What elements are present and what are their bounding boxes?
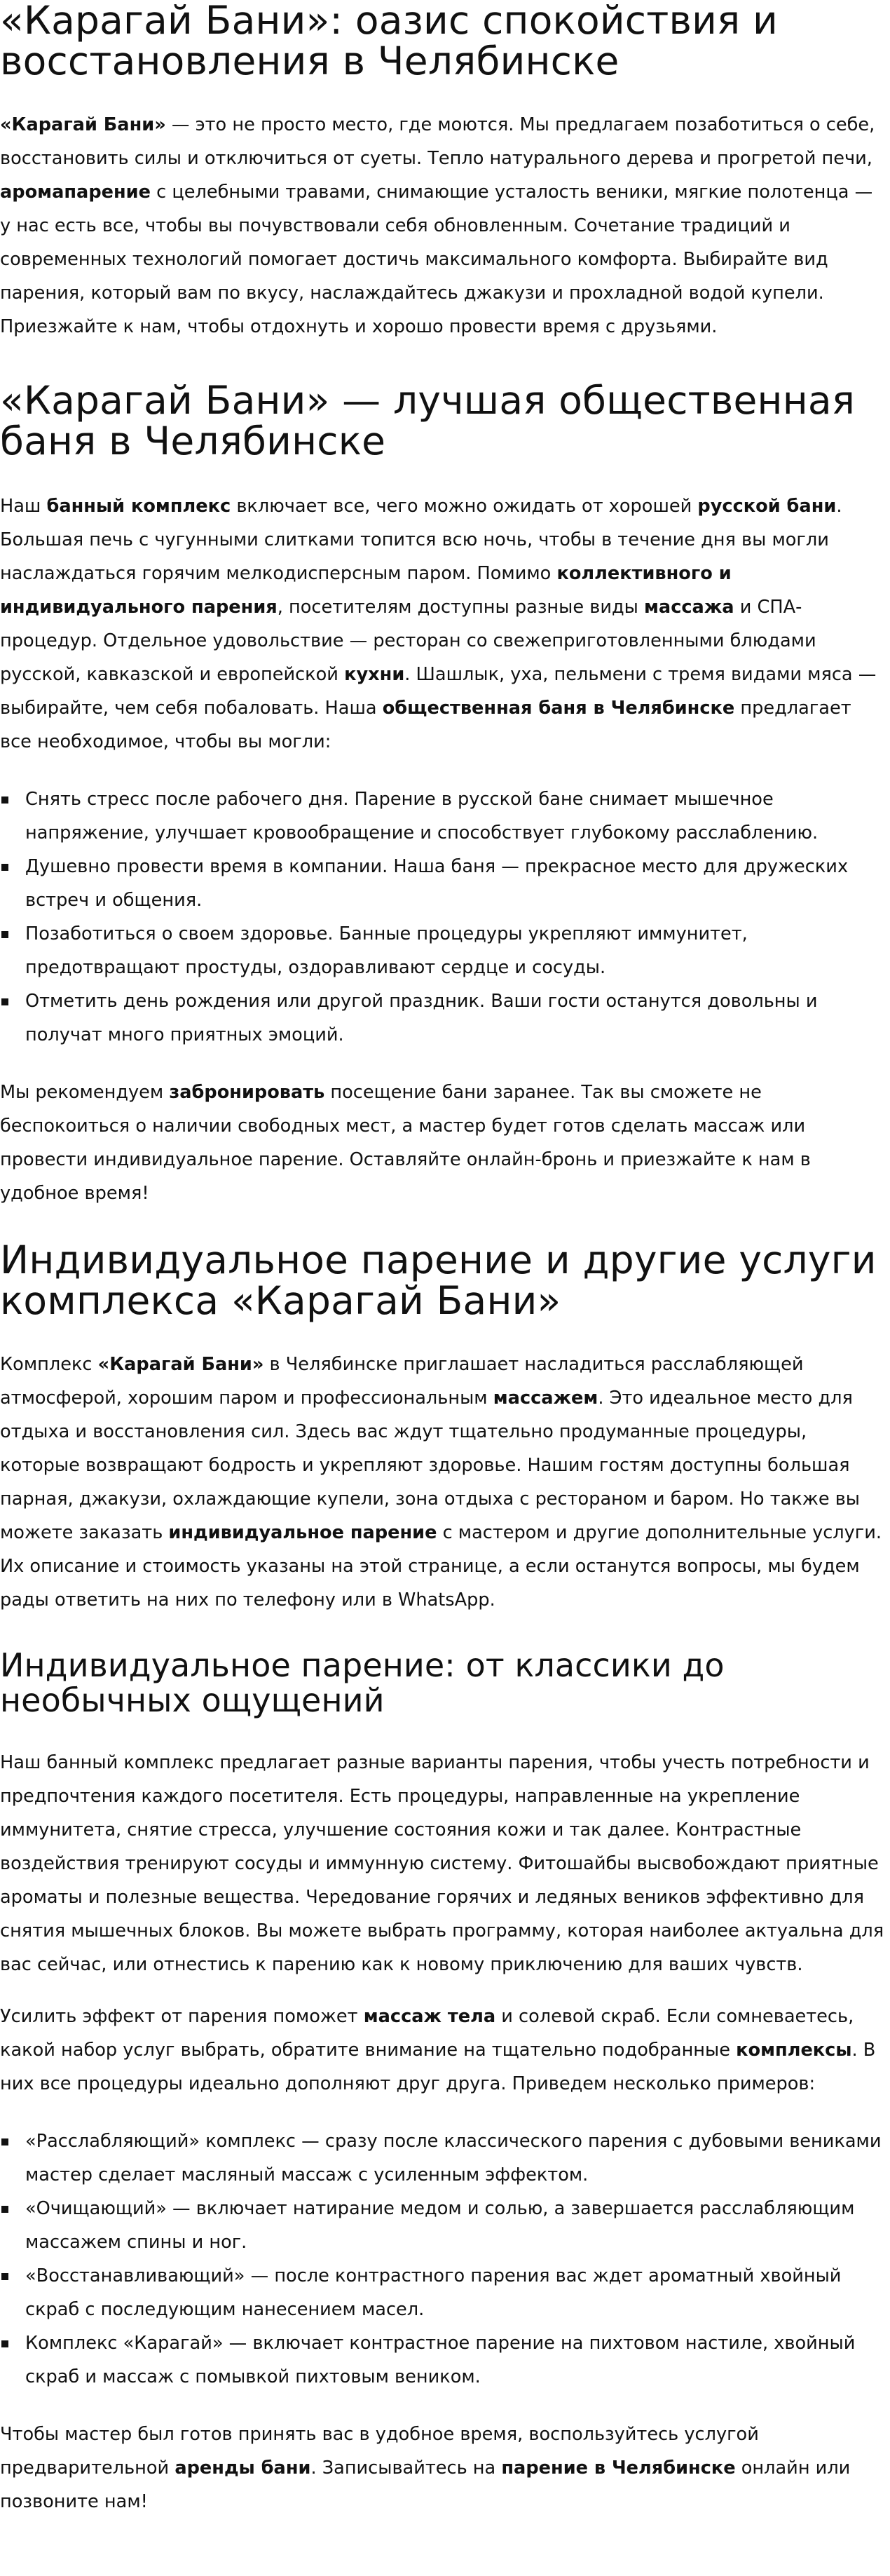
text-run: . В них все процедуры идеально дополняют друг друга. Приведем несколько примеров: <box>0 2040 876 2094</box>
bold-term: комплексы <box>736 2040 852 2061</box>
text-run: предлагает все необходимое, чтобы вы могли: <box>0 698 851 752</box>
page-title: «Карагай Бани»: оазис спокойствия и восстановления в Челябинске <box>0 0 778 83</box>
bold-term: парение в Челябинске <box>501 2458 736 2479</box>
bold-term: банный комплекс <box>46 496 231 517</box>
bold-term: кухни <box>344 664 405 685</box>
steaming-paragraph <box>0 1746 884 1981</box>
text-run: онлайн или позвоните нам! <box>0 2458 851 2512</box>
bold-term: забронировать <box>169 1082 325 1103</box>
text-run: Наш банный комплекс предлагает разные варианты парения, чтобы учесть потребности и предпочтения каждого посетителя. Есть процедуры, направленные на укрепление иммунитета, снятие стресса, улучшение состояния кожи и так далее. Контрастные воздействия тренируют сосуды и иммунную систему. Фитошайбы высвобождают приятные ароматы и полезные вещества. Чередование горячих и ледяных веников эффективно для снятия мышечных блоков. Вы можете выбрать программу, которая наиболее актуальна для вас сейчас, или отнестись к парению как к новому приключению для ваших чувств. <box>0 1752 884 1975</box>
text-run: — это не просто место, где моются. Мы предлагаем позаботиться о себе, восстановить силы и отключиться от суеты. Тепло натурального дерева и прогретой печи, <box>0 114 875 169</box>
text-run: . Записывайтесь на <box>310 2458 502 2479</box>
bold-term: аромапарение <box>0 182 151 203</box>
text-run: с мастером и другие дополнительные услуги. Их описание и стоимость указаны на этой странице, а если останутся вопросы, мы будем рады ответить на них по телефону или в WhatsApp. <box>0 1522 882 1611</box>
benefits-list <box>0 782 884 1052</box>
list-item: «Очищающий» — включает натирание медом и солью, а завершается расслабляющим массажем спины и ног. <box>25 2192 884 2259</box>
section-title-public-bath: «Карагай Бани» — лучшая общественная баня в Челябинске <box>0 378 856 463</box>
text-run: Мы рекомендуем <box>0 1082 170 1103</box>
text-run: с целебными травами, снимающие усталость веники, мягкие полотенца — у нас есть все, чтобы вы почувствовали себя обновленным. Сочетание традиций и современных технологий помогает достичь максимального комфорта. Выбирайте вид парения, который вам по вкусу, наслаждайтесь джакузи и прохладной водой купели. Приезжайте к нам, чтобы отдохнуть и хорошо провести время с друзьями. <box>0 182 873 337</box>
text-run: в Челябинске приглашает насладиться расслабляющей атмосферой, хорошим паром и профессиональным <box>0 1354 804 1409</box>
text-run: Усилить эффект от парения поможет <box>0 2006 364 2027</box>
bold-term: массаж тела <box>363 2006 496 2027</box>
subsection-title-steaming: Индивидуальное парение: от классики до необычных ощущений <box>0 1646 725 1719</box>
text-run: Чтобы мастер был готов принять вас в удобное время, воспользуйтесь услугой предварительной <box>0 2424 759 2479</box>
text-run: . Большая печь с чугунными слитками топится всю ночь, чтобы в течение дня вы могли наслаждаться горячим мелкодисперсным паром. Помимо <box>0 496 842 584</box>
text-run: , посетителям доступны разные виды <box>277 597 645 618</box>
list-item: Душевно провести время в компании. Наша баня — прекрасное место для дружеских встреч и общения. <box>25 850 884 917</box>
list-item: «Восстанавливающий» — после контрастного парения вас ждет ароматный хвойный скраб с последующим нанесением масел. <box>25 2259 884 2326</box>
bold-term: коллективного и индивидуального парения <box>0 563 732 618</box>
bold-term: массажа <box>644 597 734 618</box>
public-bath-paragraph <box>0 489 884 759</box>
text-run: . Это идеальное место для отдыха и восстановления сил. Здесь вас ждут тщательно продуманные процедуры, которые возвращают бодрость и укрепляют здоровье. Нашим гостям доступны большая парная, джакузи, охлаждающие купели, зона отдыха с рестораном и баром. Но также вы можете заказать <box>0 1388 861 1543</box>
list-item: Снять стресс после рабочего дня. Парение в русской бане снимает мышечное напряжение, улучшает кровообращение и способствует глубокому расслаблению. <box>25 782 884 850</box>
list-item: Комплекс «Карагай» — включает контрастное парение на пихтовом настиле, хвойный скраб и массаж с помывкой пихтовым веником. <box>25 2326 884 2394</box>
bold-term: общественная баня в Челябинске <box>382 698 735 719</box>
text-run: Комплекс <box>0 1354 98 1375</box>
bold-term: массажем <box>493 1388 598 1409</box>
text-run: и солевой скраб. Если сомневаетесь, какой набор услуг выбрать, обратите внимание на тщательно подобранные <box>0 2006 854 2061</box>
intro-paragraph <box>0 108 884 344</box>
text-run: включает все, чего можно ожидать от хорошей <box>231 496 698 517</box>
bold-term: русской бани <box>697 496 837 517</box>
services-paragraph <box>0 1348 884 1617</box>
complexes-list <box>0 2124 884 2394</box>
text-run: посещение бани заранее. Так вы сможете не беспокоиться о наличии свободных мест, а мастер будет готов сделать массаж или провести индивидуальное парение. Оставляйте онлайн-бронь и приезжайте к нам в удобное время! <box>0 1082 811 1204</box>
list-item: Отметить день рождения или другой праздник. Ваши гости останутся довольны и получат много приятных эмоций. <box>25 984 884 1052</box>
text-run: . Шашлык, уха, пельмени с тремя видами мяса — выбирайте, чем себя побаловать. Наша <box>0 664 877 719</box>
bold-term: аренды бани <box>174 2458 311 2479</box>
rental-paragraph <box>0 2418 884 2519</box>
massage-paragraph <box>0 2000 884 2101</box>
bold-term: «Карагай Бани» <box>0 114 166 135</box>
bold-term: «Карагай Бани» <box>97 1354 264 1375</box>
booking-paragraph <box>0 1076 884 1210</box>
list-item: «Расслабляющий» комплекс — сразу после классического парения с дубовыми вениками мастер сделает масляный массаж с усиленным эффектом. <box>25 2124 884 2192</box>
list-item: Позаботиться о своем здоровье. Банные процедуры укрепляют иммунитет, предотвращают простуды, оздоравливают сердце и сосуды. <box>25 917 884 984</box>
bold-term: индивидуальное парение <box>168 1522 437 1543</box>
text-run: и СПА-процедур. Отдельное удовольствие — ресторан со свежеприготовленными блюдами русской, кавказской и европейской <box>0 597 816 685</box>
text-run: Наш <box>0 496 47 517</box>
section-title-services: Индивидуальное парение и другие услуги комплекса «Карагай Бани» <box>0 1238 877 1323</box>
